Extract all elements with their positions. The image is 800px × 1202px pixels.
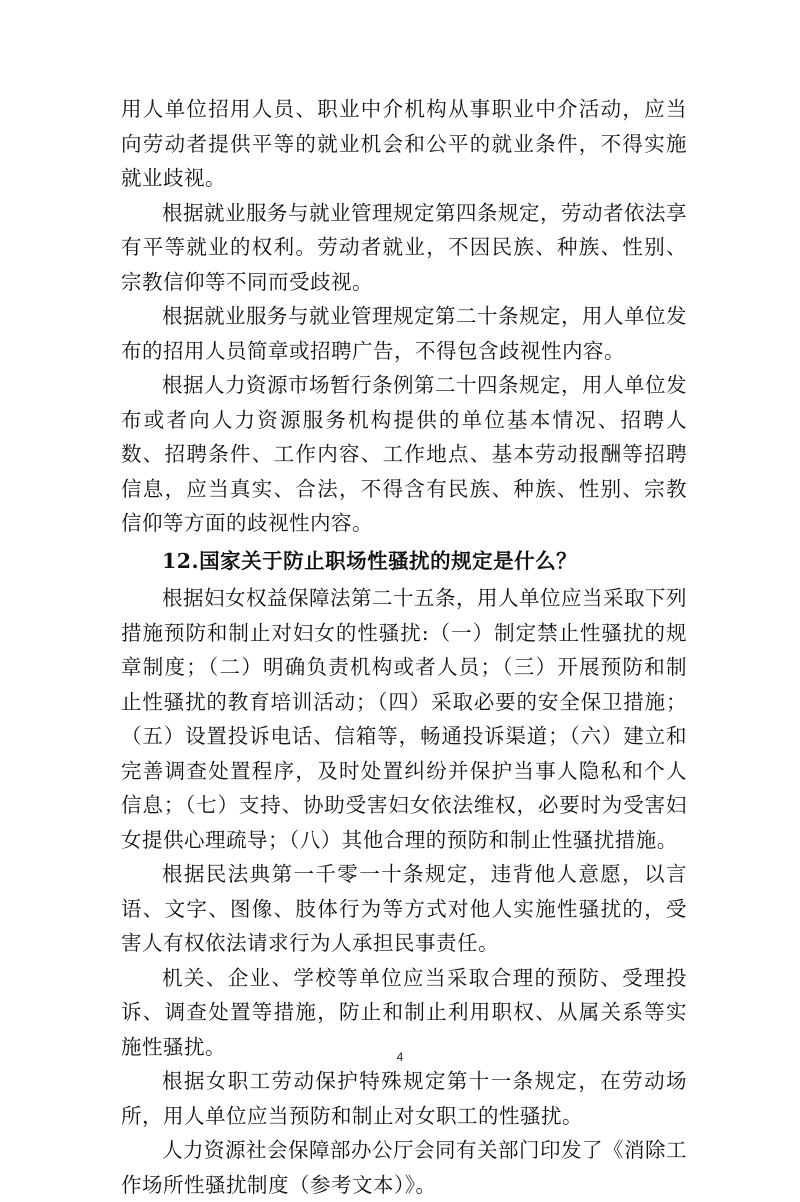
- paragraph-employment-equality: 用人单位招用人员、职业中介机构从事职业中介活动，应当向劳动者提供平等的就业机会和公平的就业条件，不得实施就业歧视。: [121, 97, 687, 190]
- page-number: 4: [396, 1050, 404, 1064]
- paragraph-reference-text: 人力资源社会保障部办公厅会同有关部门印发了《消除工作场所性骚扰制度（参考文本）》。: [121, 1138, 687, 1197]
- paragraph-women-rights-law: 根据妇女权益保障法第二十五条，用人单位应当采取下列措施预防和制止对妇女的性骚扰:（一）制定禁止性骚扰的规章制度；（二）明确负责机构或者人员；（三）开展预防和制止性骚扰的教育培训活动；（四）采取必要的安全保卫措施；（五）设置投诉电话、信箱等，畅通投诉渠道；（六）建立和完善调查处置程序，及时处置纠纷并保护当事人隐私和个人信息；（七）支持、协助受害妇女依法维权，必要时为受害妇女提供心理疏导；（八）其他合理的预防和制止性骚扰措施。: [121, 586, 687, 852]
- paragraph-institutions: 机关、企业、学校等单位应当采取合理的预防、受理投诉、调查处置等措施，防止和制止利用职权、从属关系等实施性骚扰。: [121, 965, 687, 1059]
- paragraph-article-20: 根据就业服务与就业管理规定第二十条规定，用人单位发布的招用人员简章或招聘广告，不得包含歧视性内容。: [121, 304, 687, 363]
- paragraph-article-4: 根据就业服务与就业管理规定第四条规定，劳动者依法享有平等就业的权利。劳动者就业，不因民族、种族、性别、宗教信仰等不同而受歧视。: [121, 200, 687, 294]
- document-body: [121, 92, 687, 1202]
- paragraph-civil-code: 根据民法典第一千零一十条规定，违背他人意愿，以言语、文字、图像、肢体行为等方式对他人实施性骚扰的，受害人有权依法请求行为人承担民事责任。: [121, 862, 687, 955]
- paragraph-article-24: 根据人力资源市场暂行条例第二十四条规定，用人单位发布或者向人力资源服务机构提供的单位基本情况、招聘人数、招聘条件、工作内容、工作地点、基本劳动报酬等招聘信息，应当真实、合法，不得含有民族、种族、性别、宗教信仰等方面的歧视性内容。: [121, 373, 687, 535]
- section-heading: 12.国家关于防止职场性骚扰的规定是什么？: [162, 548, 578, 573]
- paragraph-female-workers: 根据女职工劳动保护特殊规定第十一条规定，在劳动场所，用人单位应当预防和制止对女职工的性骚扰。: [121, 1069, 687, 1128]
